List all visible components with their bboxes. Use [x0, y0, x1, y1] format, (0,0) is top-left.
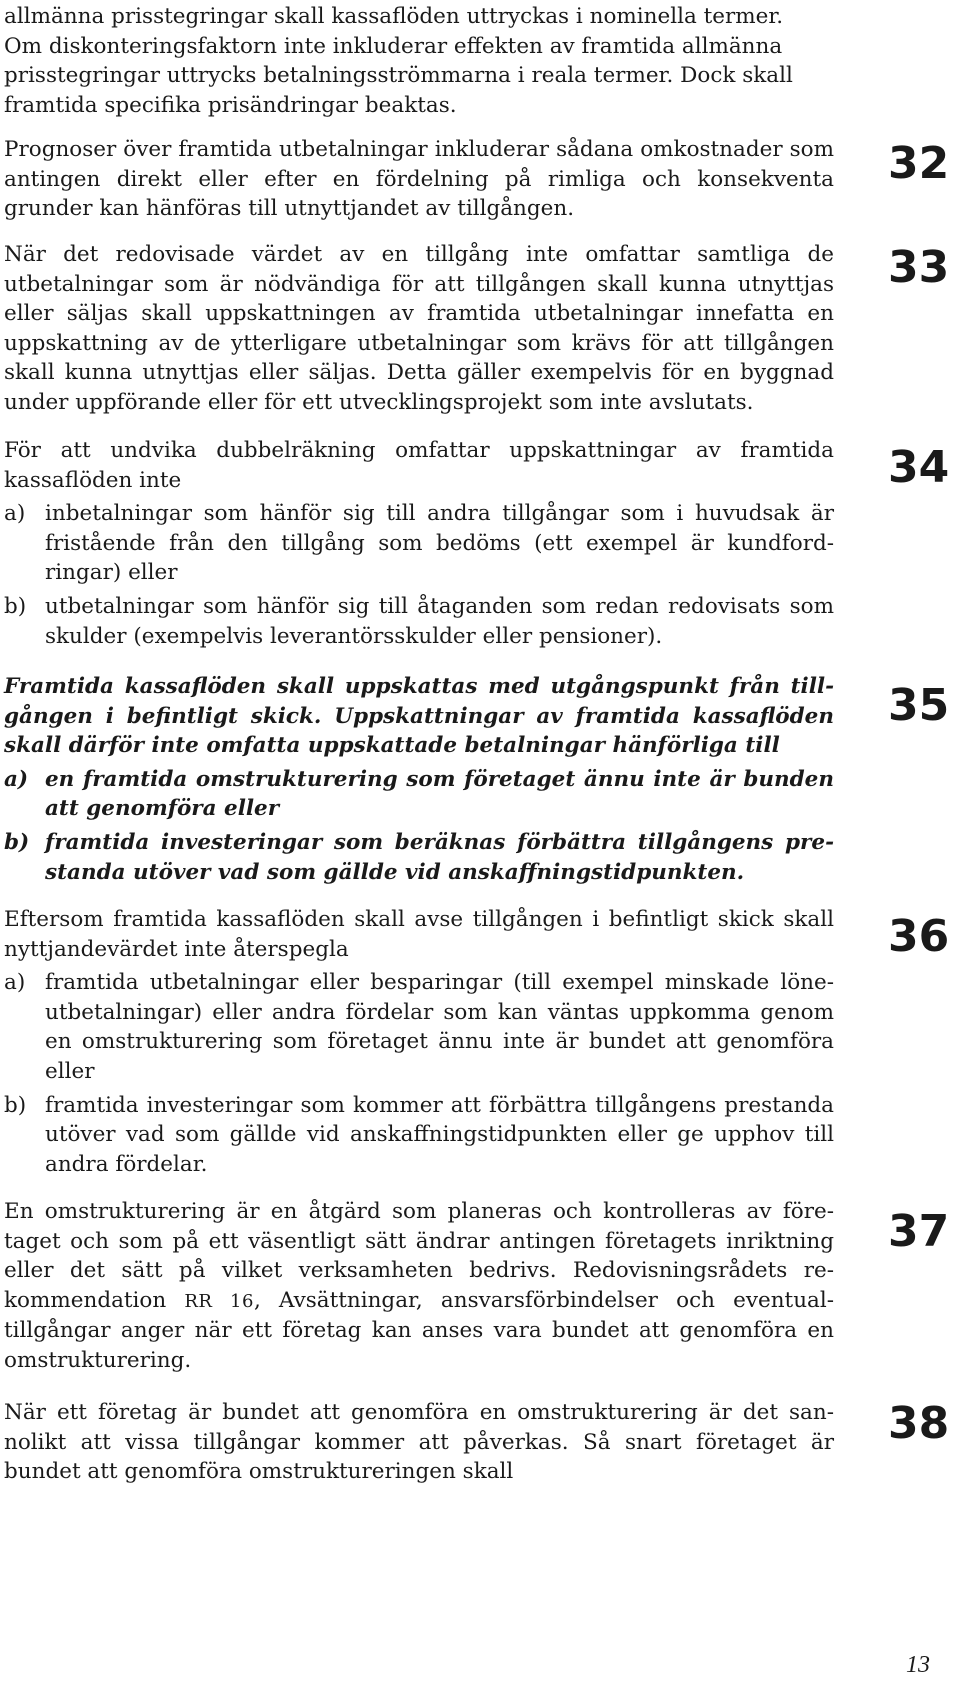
- list-text: inbetalningar som hänför sig till andra tillgångar som i huvudsak är fristående från den tillgång som bedöms (ett exempel är kundfordringar) eller: [45, 501, 834, 586]
- paragraph-number: 37: [888, 1206, 950, 1257]
- paragraph-number: 38: [888, 1398, 950, 1449]
- paragraph-intro: Eftersom framtida kassaflöden skall avse tillgången i befintligt skick skall nyttjandevärdet inte återspegla: [4, 907, 834, 962]
- paragraph-number: 34: [888, 442, 950, 493]
- reference-rr16: RR 16: [184, 1290, 254, 1312]
- list-item: [4, 968, 834, 1086]
- paragraph-text: När det redovisade värdet av en tillgång inte omfattar samtliga de utbetalningar som är nödvändiga för att tillgången skall kunna utnyttjas eller säljas skall uppskattningen av framtida utbetalningar innefatta en uppskattning av de ytterligare utbetalningar som krävs för att tillgången skall kunna utnyttjas eller säljas. Detta gäller exempelvis för en byggnad under uppförande eller för ett utvecklingsprojekt som inte avslutats.: [4, 242, 834, 415]
- paragraph-text: [4, 1197, 834, 1376]
- list-item: [4, 499, 834, 588]
- list-text: utbetalningar som hänför sig till åtaganden som redan redovisats som skulder (exempelvis leverantörsskulder eller pensioner).: [45, 593, 834, 649]
- paragraph-text-before: En omstrukturering är en åtgärd som planeras och kontrolleras av företaget och som på ett väsentligt sätt ändrar antingen företagets inriktning eller det sätt på vilket verksamheten bedrivs. Redovisningsrådets rekommendation: [4, 1199, 834, 1313]
- paragraph-number: 35: [888, 680, 950, 731]
- intro-line: prisstegringar uttrycks betalningsströmmarna i reala termer. Dock skall: [4, 63, 793, 89]
- list-text: en framtida omstrukturering som företaget ännu inte är bunden att genomföra eller: [45, 766, 834, 822]
- list-label: b): [4, 1092, 27, 1118]
- paragraph-intro: Framtida kassaflöden skall uppskattas med utgångspunkt från tillgången i befintligt skick. Uppskattningar av framtida kassaflöden skall därför inte omfatta uppskattade betalningar hänförliga till: [4, 674, 834, 759]
- intro-paragraph: [4, 2, 834, 120]
- intro-line: framtida specifika prisändringar beaktas.: [4, 92, 457, 118]
- list-item: [4, 828, 834, 887]
- paragraph-text: Prognoser över framtida utbetalningar inkluderar sådana omkostnader som antingen direkt eller efter en fördelning på rimliga och konsekventa grunder kan hänföras till utnyttjandet av tillgången.: [4, 137, 834, 222]
- list-text: framtida investeringar som beräknas förbättra tillgångens prestanda utöver vad som gällde vid anskaffningstidpunkten.: [45, 829, 834, 885]
- intro-line: allmänna prisstegringar skall kassaflöden uttryckas i nominella termer.: [4, 4, 784, 29]
- list-item: [4, 1091, 834, 1180]
- intro-line: Om diskonteringsfaktorn inte inkluderar effekten av framtida allmänna: [4, 33, 783, 59]
- paragraph-35: [4, 672, 834, 887]
- list-label: a): [4, 766, 29, 792]
- page-number: 13: [906, 1652, 930, 1678]
- paragraph-intro: För att undvika dubbelräkning omfattar uppskattningar av framtida kassaflöden inte: [4, 438, 834, 493]
- list-label: a): [4, 970, 26, 996]
- list-label: b): [4, 829, 30, 855]
- paragraph-37: [4, 1197, 834, 1376]
- list-label: b): [4, 593, 27, 619]
- paragraph-number: 33: [888, 242, 950, 293]
- paragraph-text-after: , Avsättningar, ansvarsförbindelser och eventualtillgångar anger när ett företag kan anses vara bundet att genomföra en omstrukturering.: [4, 1287, 835, 1373]
- paragraph-36: [4, 905, 834, 1179]
- list-item: [4, 592, 834, 651]
- list-text: framtida utbetalningar eller besparingar (till exempel minskade löneutbetalningar) eller andra fördelar som kan väntas uppkomma genom en omstrukturering som företaget ännu inte är bundet att genomföra eller: [45, 970, 834, 1084]
- paragraph-number: 36: [888, 911, 950, 962]
- list-label: a): [4, 501, 26, 527]
- list-item: [4, 765, 834, 824]
- list-text: framtida investeringar som kommer att förbättra tillgångens prestanda utöver vad som gällde vid anskaffningstidpunkten eller ge upphov till andra fördelar.: [45, 1092, 834, 1177]
- paragraph-34: [4, 436, 834, 651]
- paragraph-text: När ett företag är bundet att genomföra en omstrukturering är det sannolikt att vissa tillgångar kommer att påverkas. Så snart företaget är bundet att genomföra omstruktureringen skall: [4, 1400, 834, 1485]
- paragraph-number: 32: [888, 138, 950, 189]
- paragraph-38: [4, 1398, 834, 1487]
- paragraph-32: [4, 135, 834, 224]
- paragraph-33: [4, 240, 834, 418]
